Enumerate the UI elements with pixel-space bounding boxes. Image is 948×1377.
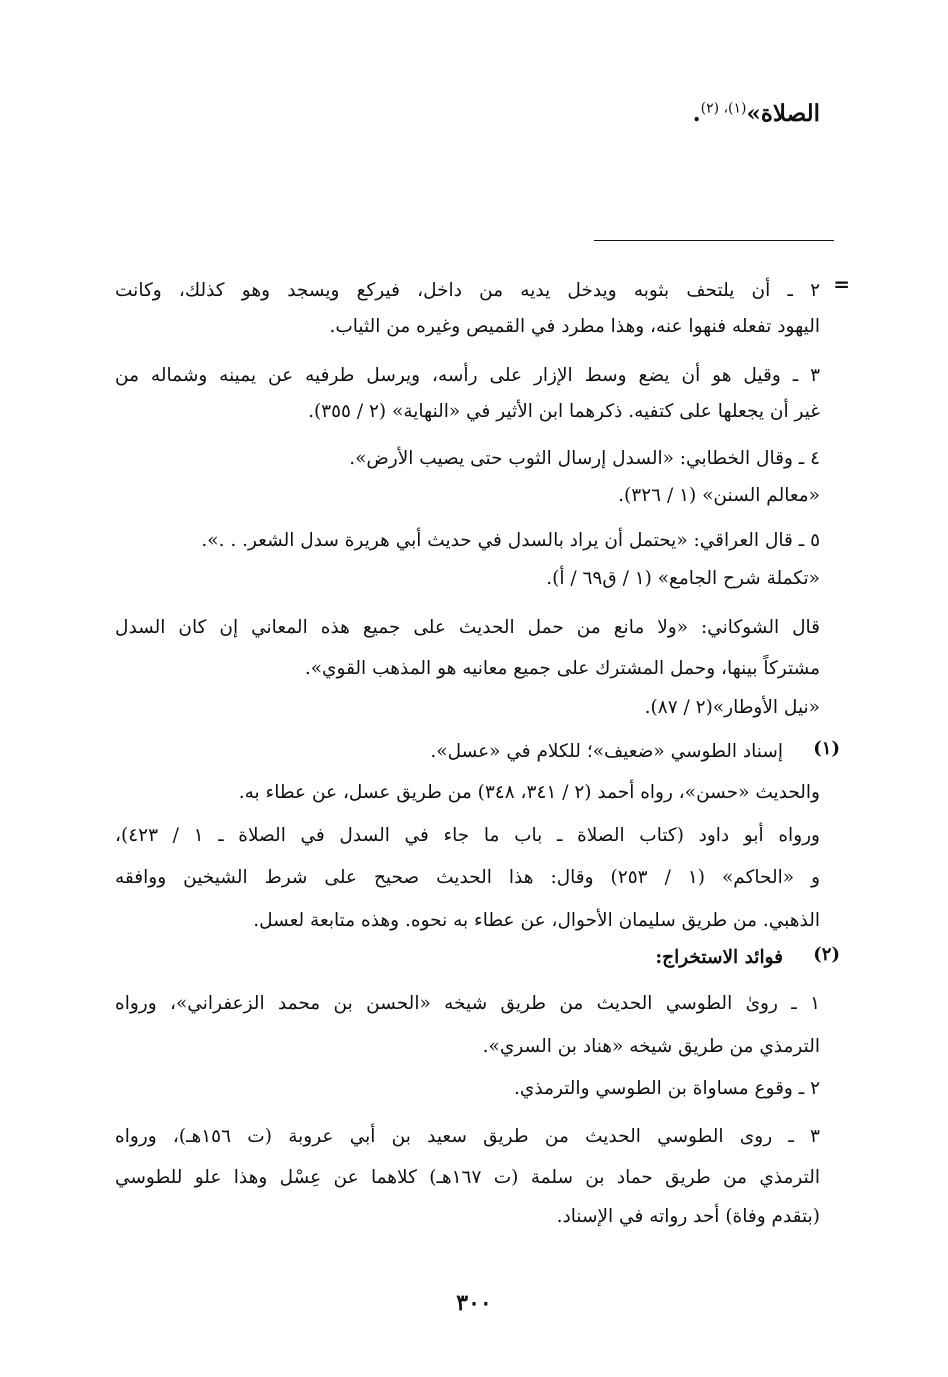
footnote-line: ٢ ـ أن يلتحف بثوبه ويدخل يديه من داخل، فيركع ويسجد وهو كذلك، وكانت — [115, 280, 820, 301]
continuation-mark: = — [833, 272, 850, 296]
footnote-line: ٣ ـ روى الطوسي الحديث من طريق سعيد بن أبي عروبة (ت ١٥٦هـ)، ورواه — [115, 1126, 820, 1147]
footnote-line: مشتركاً بينها، وحمل المشترك على جميع معانيه هو المذهب القوي». — [304, 658, 820, 679]
footnote-line: (بتقدم وفاة) أحد رواته في الإسناد. — [556, 1206, 820, 1227]
page-number: ٣٠٠ — [456, 1290, 492, 1316]
footnote-heading: فوائد الاستخراج: — [655, 947, 783, 968]
footnote-separator — [594, 240, 834, 241]
footnote-line: والحديث «حسن»، رواه أحمد (٢ / ٣٤١، ٣٤٨) من طريق عسل، عن عطاء به. — [238, 782, 820, 803]
footnote-line: إسناد الطوسي «ضعيف»؛ للكلام في «عسل». — [430, 741, 783, 762]
footnote-line: الذهبي. من طريق سليمان الأحوال، عن عطاء به نحوه. وهذه متابعة لعسل. — [253, 910, 820, 931]
footnote-line: قال الشوكاني: «ولا مانع من حمل الحديث على جميع هذه المعاني إن كان السدل — [115, 617, 820, 638]
footnote-line: الترمذي من طريق حماد بن سلمة (ت ١٦٧هـ) كلاهما عن عِسْل وهذا علو للطوسي — [115, 1167, 820, 1188]
footnote-line: «نيل الأوطار»(٢ / ٨٧). — [644, 697, 820, 718]
footnote-number: (١) — [813, 738, 840, 759]
footnote-line: اليهود تفعله فنهوا عنه، وهذا مطرد في القميص وغيره من الثياب. — [329, 316, 820, 337]
footnote-line: و «الحاكم» (١ / ٢٥٣) وقال: هذا الحديث صحيح على شرط الشيخين ووافقه — [115, 867, 820, 888]
footnote-line: «تكملة شرح الجامع» (١ / ق٦٩ / أ). — [546, 568, 820, 589]
footnote-line: ٣ ـ وقيل هو أن يضع وسط الإزار على رأسه، ويرسل طرفيه عن يمينه وشماله من — [115, 365, 820, 386]
footnote-line: الترمذي من طريق شيخه «هناد بن السري». — [482, 1036, 820, 1057]
footnote-line: «معالم السنن» (١ / ٣٢٦). — [618, 485, 820, 506]
footnote-line: ١ ـ روىٰ الطوسي الحديث من طريق شيخه «الحسن بن محمد الزعفراني»، ورواه — [115, 993, 820, 1014]
footnote-number: (٢) — [813, 944, 840, 965]
main-text-end: . — [692, 100, 701, 127]
footnote-line: ٥ ـ قال العراقي: «يحتمل أن يراد بالسدل في حديث أبي هريرة سدل الشعر. . .». — [201, 530, 820, 551]
main-text: الصلاة» — [746, 100, 820, 127]
main-text-line — [100, 100, 820, 127]
footnote-line: غير أن يجعلها على كتفيه. ذكرهما ابن الأثير في «النهاية» (٢ / ٣٥٥). — [308, 401, 820, 422]
footnote-line: ٤ ـ وقال الخطابي: «السدل إرسال الثوب حتى يصيب الأرض». — [349, 448, 820, 469]
footnote-refs: (١)، (٢) — [700, 100, 747, 117]
footnote-line: ورواه أبو داود (كتاب الصلاة ـ باب ما جاء في السدل في الصلاة ـ ١ / ٤٢٣)، — [115, 825, 820, 846]
footnote-line: ٢ ـ وقوع مساواة بن الطوسي والترمذي. — [514, 1078, 820, 1099]
